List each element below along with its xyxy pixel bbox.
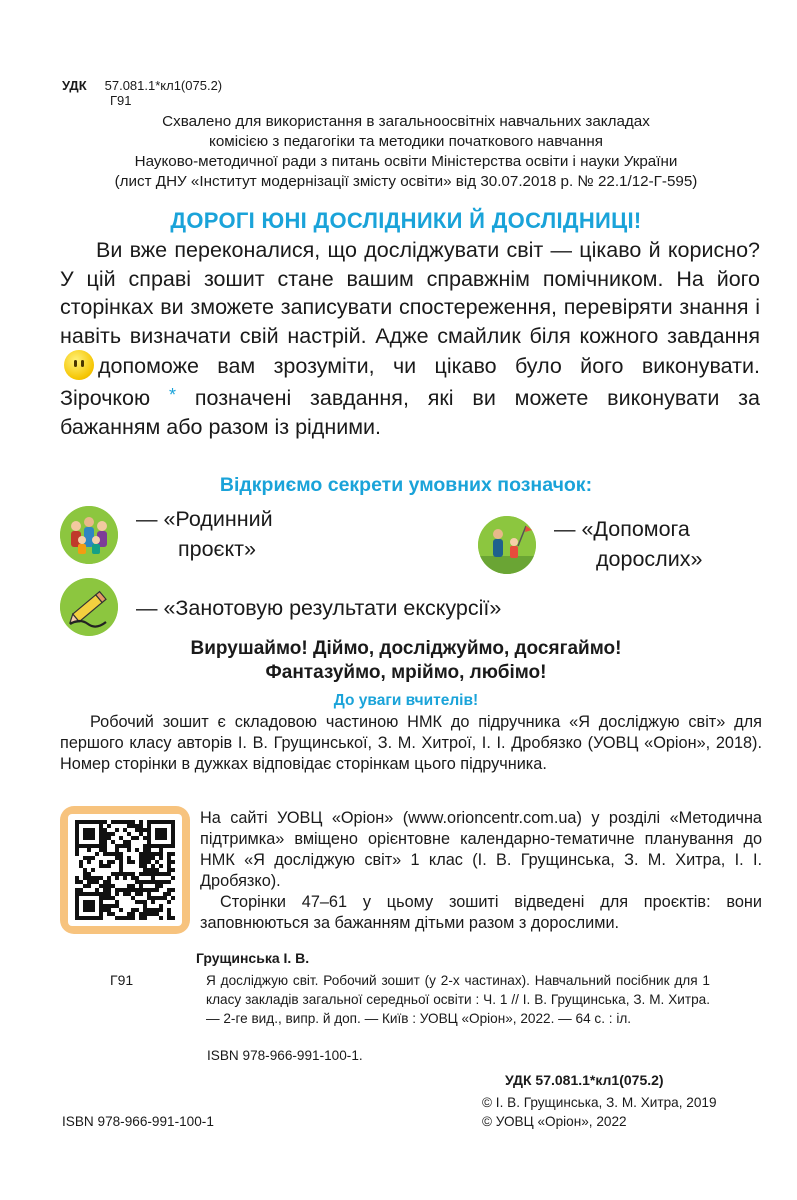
intro-text-1: Ви вже переконалися, що досліджувати світ — цікаво й корисно? У цій справі зошит стане вашим справжнім помічником. На його сторінках ви зможете записувати спостереження, перевіряти знання і навіть визначати свій настрій. Адже смайлик біля кожного завдання — [60, 238, 760, 348]
pencil-note-icon — [60, 578, 118, 636]
approval-block — [40, 112, 772, 192]
udk-bottom: УДК 57.081.1*кл1(075.2) — [505, 1072, 664, 1088]
biblio-description: Я досліджую світ. Робочий зошит (у 2-х частинах). Навчальний посібник для 1 класу закладів загальної середньої освіти : Ч. 1 // І. В. Грущинська, З. М. Хитра. — 2-ге вид., випр. й доп. — Київ : УОВЦ «Оріон», 2022. — 64 с. : іл. — [206, 973, 710, 1026]
qr-code — [68, 814, 182, 926]
intro-paragraph — [60, 236, 760, 441]
greeting-title: ДОРОГІ ЮНІ ДОСЛІДНИКИ Й ДОСЛІДНИЦІ! — [170, 208, 642, 233]
copyright-publisher: © УОВЦ «Оріон», 2022 — [482, 1114, 627, 1129]
motto-line-1: Вирушаймо! Діймо, досліджуймо, досягаймо! — [190, 638, 622, 659]
smiley-icon — [64, 350, 94, 380]
intro-text-2: допоможе вам зрозуміти, чи цікаво було його виконувати. Зірочкою — [60, 354, 760, 410]
udk-label: УДК — [62, 78, 87, 93]
isbn-bottom: ISBN 978-966-991-100-1 — [62, 1114, 214, 1129]
legend-title: Відкриємо секрети умовних позначок: — [219, 474, 593, 496]
index-code: Г91 — [110, 93, 132, 108]
copyright-authors: © І. В. Грущинська, З. М. Хитра, 2019 — [482, 1095, 717, 1110]
site-info: На сайті УОВЦ «Оріон» (www.orioncentr.com.ua) у розділі «Методична підтримка» вміщено орієнтовне календарно-тематичне планування до НМК «Я досліджую світ» 1 клас (І. В. Грущинська, З. М. Хитра, І. І. Дробязко). Сторінки 47–61 у цьому зошиті відведені для проєктів: вони заповнюються за бажанням дітьми разом з дорослими. — [200, 809, 762, 932]
legend-excursion-label: — «Занотовую результати екскурсії» — [136, 596, 502, 620]
intro-text-3: позначені завдання, які ви можете виконувати за бажанням або разом із рідними. — [60, 385, 760, 439]
adult-help-icon — [478, 516, 536, 574]
star-icon: * — [168, 384, 176, 405]
legend-adults-label: — «Допомога дорослих» — [554, 517, 703, 571]
approval-line: (лист ДНУ «Інститут модернізації змісту освіти» від 30.07.2018 р. № 22.1/12-Г-595) — [114, 173, 698, 190]
teachers-paragraph: Робочий зошит є складовою частиною НМК до підручника «Я досліджую світ» для першого класу авторів І. В. Грущинської, З. М. Хитрої, І. І. Дробязко (УОВЦ «Оріон», 2018). Номер сторінки в дужках відповідає сторінкам цього підручника. — [60, 713, 762, 773]
teachers-attention-title: До уваги вчителів! — [333, 692, 479, 709]
approval-line: Схвалено для використання в загальноосвітніх навчальних закладах — [162, 113, 650, 130]
family-project-icon — [60, 506, 118, 564]
udk-header — [62, 78, 222, 108]
biblio-isbn: ISBN 978-966-991-100-1. — [207, 1048, 363, 1063]
approval-line: Науково-методичної ради з питань освіти Міністерства освіти і науки України — [134, 153, 678, 170]
udk-code: 57.081.1*кл1(075.2) — [104, 78, 223, 93]
approval-line: комісією з педагогіки та методики початкового навчання — [209, 133, 603, 150]
legend-family-label: — «Родинний проєкт» — [136, 507, 273, 561]
motto-line-2: Фантазуймо, мріймо, любімо! — [265, 662, 547, 683]
biblio-code: Г91 — [110, 972, 134, 988]
biblio-author: Грущинська І. В. — [196, 950, 310, 966]
